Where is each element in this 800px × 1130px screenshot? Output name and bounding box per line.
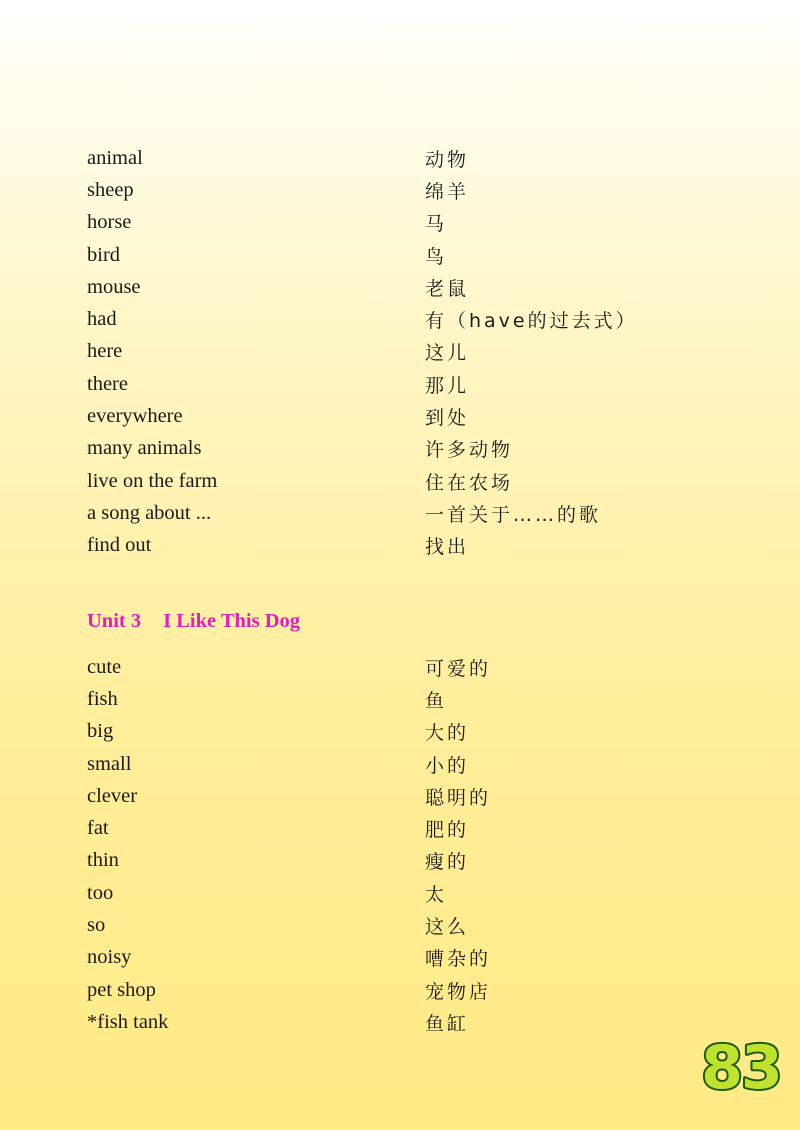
vocabulary-list-unit-2 [87,142,727,562]
vocab-row [87,1006,727,1038]
vocab-row [87,465,727,497]
chinese-translation: 这么 [425,916,470,939]
vocab-row [87,812,727,844]
vocab-row [87,303,727,335]
chinese-translation: 聪明的 [425,786,492,809]
unit-heading [87,606,300,636]
vocab-row [87,207,727,239]
english-word: thin [87,849,119,872]
english-word: there [87,372,128,395]
english-word: small [87,752,132,775]
vocab-row [87,368,727,400]
english-word: fish [87,687,118,710]
english-word: sheep [87,178,134,201]
english-word: pet shop [87,978,156,1001]
chinese-translation: 小的 [425,754,470,777]
vocab-row [87,942,727,974]
chinese-translation: 住在农场 [425,471,514,494]
english-word: so [87,914,106,937]
english-word: too [87,881,114,904]
vocab-row [87,748,727,780]
chinese-translation: 宠物店 [425,980,492,1003]
english-word: live on the farm [87,469,218,492]
chinese-translation: 太 [425,883,448,906]
page-number [696,1030,786,1100]
chinese-translation: 老鼠 [425,277,470,300]
english-word: cute [87,655,122,678]
unit-label: Unit 3 [87,609,142,632]
english-word: horse [87,211,132,234]
vocab-row [87,845,727,877]
chinese-translation: 有（have的过去式） [425,310,638,333]
unit-title: I Like This Dog [163,609,301,632]
vocab-row [87,877,727,909]
chinese-translation: 鸟 [425,245,448,268]
english-word: noisy [87,946,132,969]
vocab-row [87,174,727,206]
vocab-row [87,683,727,715]
chinese-translation: 马 [425,213,448,236]
chinese-translation: 许多动物 [425,439,514,462]
chinese-translation: 嘈杂的 [425,948,492,971]
chinese-translation: 可爱的 [425,657,492,680]
english-word: clever [87,784,138,807]
chinese-translation: 找出 [425,536,470,559]
vocab-row [87,974,727,1006]
vocab-row [87,336,727,368]
english-word: find out [87,534,152,557]
chinese-translation: 鱼 [425,689,448,712]
vocab-row [87,271,727,303]
vocab-row [87,142,727,174]
vocab-row [87,239,727,271]
english-word: everywhere [87,405,183,428]
chinese-translation: 那儿 [425,374,470,397]
chinese-translation: 大的 [425,722,470,745]
chinese-translation: 这儿 [425,342,470,365]
chinese-translation: 动物 [425,148,470,171]
vocab-row [87,400,727,432]
vocab-row [87,716,727,748]
english-word: bird [87,243,121,266]
vocab-row [87,530,727,562]
vocab-row [87,433,727,465]
vocab-row [87,651,727,683]
page-number-text: 83 [701,1033,781,1100]
english-word: fat [87,817,109,840]
chinese-translation: 肥的 [425,819,470,842]
english-word: had [87,308,117,331]
vocabulary-list-unit-3 [87,651,727,1039]
english-word: mouse [87,275,141,298]
chinese-translation: 到处 [425,407,470,430]
chinese-translation: 一首关于……的歌 [425,503,602,526]
english-word: animal [87,146,143,169]
vocab-row [87,780,727,812]
english-word: *fish tank [87,1010,169,1033]
english-word: many animals [87,437,202,460]
english-word: a song about ... [87,501,212,524]
chinese-translation: 绵羊 [425,180,470,203]
english-word: here [87,340,123,363]
vocab-row [87,909,727,941]
chinese-translation: 鱼缸 [425,1012,470,1035]
chinese-translation: 瘦的 [425,851,470,874]
vocab-row [87,497,727,529]
english-word: big [87,720,114,743]
